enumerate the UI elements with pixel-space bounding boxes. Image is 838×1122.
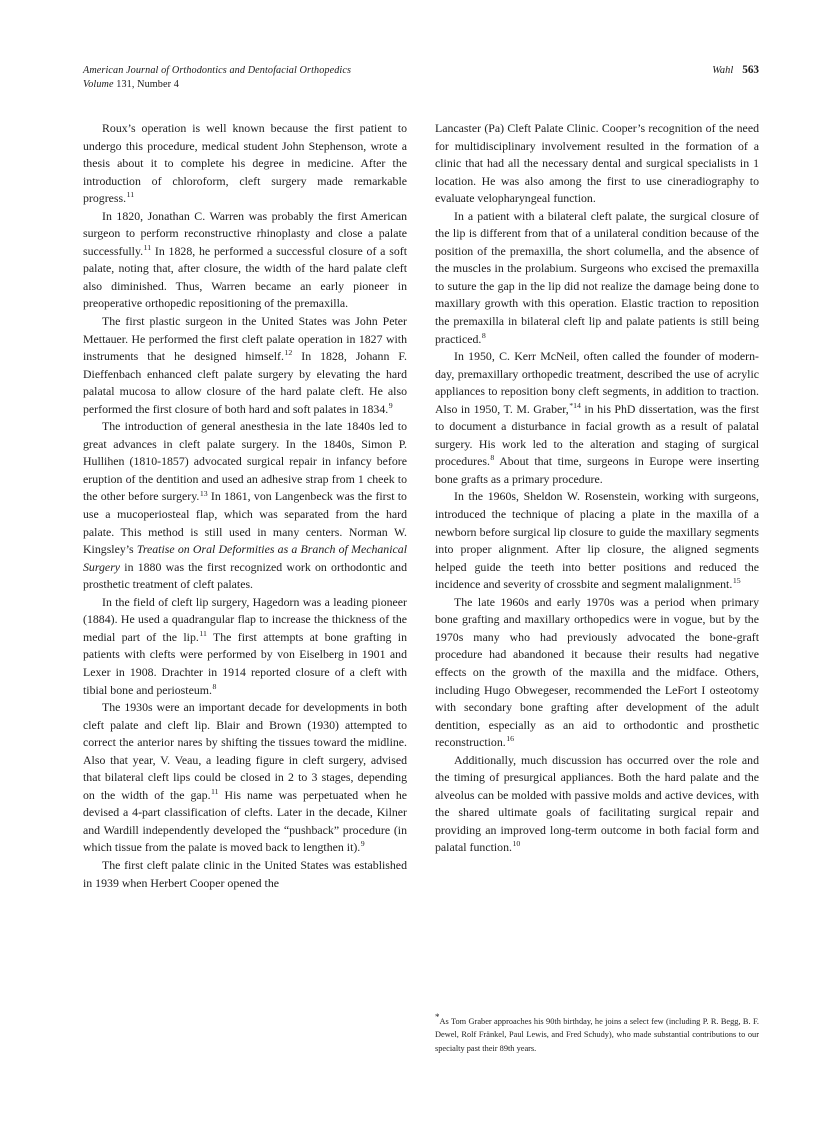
reference-marker: 13	[199, 488, 208, 498]
reference-marker: 11	[199, 628, 207, 638]
text-run: In 1828, Johann F. Dieffenbach enhanced cleft palate surgery by elevating the hard palatal mucosa to allow closure of the hard palate cleft. He also performed the first closure of both hard and soft palates in 1834.	[83, 349, 407, 416]
italic-title: Treatise on Oral Deformities as a Branch of Mechanical Surgery	[83, 542, 407, 574]
text-run: In 1820, Jonathan C. Warren was probably the first American surgeon to perform reconstructive rhinoplasty and close a palate successfully.	[83, 208, 407, 258]
paragraph	[435, 348, 759, 488]
text-run: The late 1960s and early 1970s was a period when primary bone grafting and maxillary orthopedics were in vogue, but by the 1970s many who had previously advocated the bone-graft procedure had abandoned it because their results had negative effects on the growth of the maxilla and the midface. Others, including Hugo Obwegeser, recommended the LeFort I osteotomy with secondary bone grafting after development of the adult dentition, especially as an aid to orthodontic and prosthetic reconstruction.	[435, 594, 759, 750]
column-right	[435, 120, 759, 1055]
author-name: Wahl	[712, 65, 734, 76]
volume-line	[83, 78, 351, 92]
reference-marker: 8	[481, 330, 486, 340]
paragraph	[435, 208, 759, 348]
journal-title: American Journal of Orthodontics and Dentofacial Orthopedics	[83, 65, 352, 76]
running-head	[83, 64, 759, 91]
reference-marker: 16	[506, 734, 515, 744]
text-run: In the 1960s, Sheldon W. Rosenstein, working with surgeons, introduced the technique of placing a plate in the maxilla of a newborn before surgical lip closure to guide the maxillary segments into proper alignment. After lip closure, the aligned segments helped guide the teeth into better positions and reduced the incidence and severity of crossbite and segment malalignment.	[435, 489, 759, 592]
paragraph	[83, 313, 407, 418]
text-run: Roux’s operation is well known because the first patient to undergo this procedure, medical student John Stephenson, wrote a thesis about it to complete his degree in medicine. After the introduction of chloroform, cleft surgery made remarkable progress.	[83, 121, 407, 206]
reference-marker: 10	[512, 839, 521, 849]
paragraph	[83, 594, 407, 699]
volume-issue: 131, Number 4	[116, 78, 179, 90]
column-left	[83, 120, 407, 1055]
footnote	[435, 1005, 759, 1055]
paragraph	[83, 699, 407, 857]
text-run: The first cleft palate clinic in the United States was established in 1939 when Herbert Cooper opened the	[83, 857, 407, 890]
text-run: The first plastic surgeon in the United States was John Peter Mettauer. He performed the first cleft palate operation in 1827 with instruments that he designed himself.	[83, 314, 407, 364]
footnote-spacer	[435, 857, 759, 1005]
running-head-right	[712, 64, 759, 78]
text-run: About that time, surgeons in Europe were inserting bone grafts as a primary procedure.	[435, 454, 759, 486]
reference-marker: 12	[284, 348, 293, 358]
page-number: 563	[742, 64, 759, 76]
text-run: Additionally, much discussion has occurred over the role and the timing of presurgical appliances. Both the hard palate and the alveolus can be molded with passive molds and active devices, with the shared ultimate goals of facilitating surgical repair and providing an improved long-term outcome in both facial form and palatal function.	[435, 752, 759, 855]
reference-marker: *14	[569, 400, 581, 410]
paragraph	[435, 120, 759, 208]
text-run: in his PhD dissertation, was the first to document a disturbance in facial growth as a result of palatal surgery. His work led to the alteration and staging of surgical procedures.	[435, 401, 760, 469]
reference-marker: 8	[212, 681, 217, 691]
reference-marker: 9	[388, 400, 393, 410]
reference-marker: 8	[490, 453, 495, 463]
paragraph	[435, 488, 759, 593]
text-run: The introduction of general anesthesia in the late 1840s led to great advances in cleft palate surgery. In the 1840s, Simon P. Hullihen (1810-1857) advocated surgical repair in infancy before eruption of the dentition and used an adhesive strap from 1 cheek to the other before surgery.	[83, 419, 407, 504]
reference-marker: 11	[143, 242, 152, 252]
paragraph	[83, 120, 407, 208]
text-run: The first attempts at bone grafting in patients with clefts were performed by von Eiselberg in 1901 and Lexer in 1908. Drachter in 1914 reported closure of a cleft with tibial bone and periosteum.	[83, 629, 407, 697]
body-columns	[83, 120, 759, 1055]
reference-marker: 9	[360, 839, 365, 849]
reference-marker: 11	[126, 190, 135, 200]
text-run: In 1861, von Langenbeck was the first to use a mucoperiosteal flap, which was separated from the hard palate. This method is still used in many centers. Norman W. Kingsley’s	[83, 489, 407, 557]
text-run: In the field of cleft lip surgery, Hagedorn was a leading pioneer (1884). He used a quadrangular flap to increase the thickness of the medial part of the lip.	[83, 594, 407, 644]
paragraph	[435, 594, 759, 752]
running-head-left	[83, 64, 351, 91]
footnote-marker: *	[435, 1012, 440, 1023]
paragraph	[83, 418, 407, 593]
paragraph	[83, 208, 407, 313]
footnote-text: As Tom Graber approaches his 90th birthday, he joins a select few (including P. R. Begg, B. F. Dewel, Rolf Fränkel, Paul Lewis, and Fred Schudy), who made substantial contributions to our specialty past their 89th years.	[435, 1017, 759, 1053]
reference-marker: 15	[732, 576, 741, 586]
right-column-text	[435, 120, 759, 857]
text-run: Lancaster (Pa) Cleft Palate Clinic. Cooper’s recognition of the need for multidisciplinary involvement resulted in the formation of a clinic that had all the necessary dental and surgical specialists in 1 location. He was also among the first to use cineradiography to evaluate velopharyngeal function.	[435, 121, 759, 206]
text-run: In 1828, he performed a successful closure of a soft palate, noting that, after closure, the width of the hard palate cleft also diminished. Thus, Warren became an early pioneer in preoperative orthopedic repositioning of the premaxilla.	[83, 243, 407, 311]
text-run: The 1930s were an important decade for developments in both cleft palate and cleft lip. Blair and Brown (1930) attempted to correct the anterior nares by shifting the tissues toward the midline. Also that year, V. Veau, a leading figure in cleft surgery, advised that bilateral cleft lips could be closed in 2 to 3 stages, depending on the width of the gap.	[83, 700, 407, 802]
text-run: in 1880 was the first recognized work on orthodontic and prosthetic treatment of cleft palates.	[83, 559, 407, 592]
text-run: His name was perpetuated when he devised a 4-part classification of clefts. Later in the decade, Kilner and Wardill independently developed the “pushback” procedure (in which tissue from the palate is moved back to lengthen it).	[83, 787, 407, 855]
reference-marker: 11	[211, 786, 219, 796]
text-run: In 1950, C. Kerr McNeil, often called the founder of modern-day, premaxillary orthopedic treatment, described the use of acrylic appliances to reposition bony cleft segments, in addition to traction. Also in 1950, T. M. Graber,	[435, 349, 759, 416]
footnote-paragraph	[435, 1012, 759, 1055]
paragraph	[435, 752, 759, 857]
volume-word: Volume	[83, 78, 114, 90]
text-run: In a patient with a bilateral cleft palate, the surgical closure of the lip is different from that of a unilateral condition because of the position of the premaxilla, the short columella, and the absence of the muscles in the prolabium. Surgeons who excised the premaxilla to suture the gap in the lip did not realize the damage being done to maxillary growth with this operation. Elastic traction to reposition the premaxilla in bilateral cleft lip and palate patients is still being practiced.	[435, 208, 759, 346]
left-column-text	[83, 120, 407, 892]
paragraph	[83, 857, 407, 892]
